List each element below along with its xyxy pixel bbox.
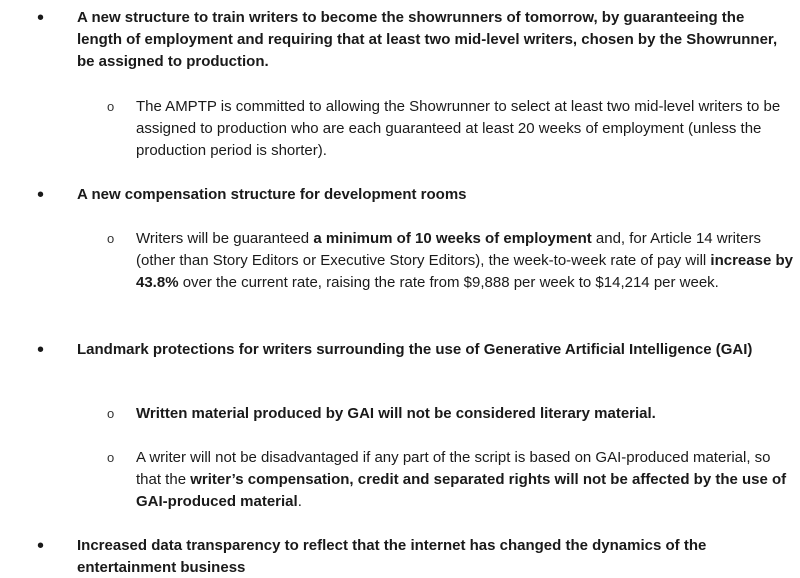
- sub-bullet-2-1: o: [107, 231, 115, 246]
- sub-bullet-1-1: o: [107, 99, 115, 114]
- sub-bullet-3-1: o: [107, 406, 115, 421]
- sub-item-3-2-text-b: .: [297, 493, 302, 510]
- sub-item-1-1: The AMPTP is committed to allowing the Showrunner to select at least two mid-level writers to be assigned to production who are each guaranteed at least 20 weeks of employment (unless the production period is shorter).: [136, 98, 781, 159]
- sub-item-3-1-bold: Written material produced by GAI will not be considered literary material.: [136, 405, 656, 422]
- sub-item-3-2-bold: writer’s compensation, credit and separated rights will not be affected by the use of GAI-produced material: [136, 471, 787, 510]
- sub-item-3-1: [136, 403, 796, 425]
- sub-item-3-2: [136, 447, 796, 513]
- bullet-4: •: [37, 535, 45, 557]
- main-item-2: A new compensation structure for development rooms: [77, 186, 467, 203]
- main-item-1: A new structure to train writers to become the showrunners of tomorrow, by guaranteeing the length of employment and requiring that at least two mid-level writers, chosen by the Showrunner, be assigned to production.: [77, 9, 778, 70]
- sub-item-2-1-bold-a: a minimum of 10 weeks of employment: [313, 230, 592, 247]
- bullet-1: •: [37, 7, 45, 29]
- sub-bullet-3-2: o: [107, 450, 115, 465]
- main-item-4: Increased data transparency to reflect that the internet has changed the dynamics of the entertainment business: [77, 537, 707, 576]
- sub-item-3-2-text-a: A writer will not be disadvantaged if any part of the script is based on GAI-produced material, so that the: [136, 449, 771, 488]
- sub-item-2-1-bold-b: increase by 43.8%: [136, 252, 793, 291]
- sub-item-2-1-text-b: and, for Article 14 writers (other than Story Editors or Executive Story Editors), the week-to-week rate of pay will: [136, 230, 761, 269]
- sub-item-2-1-text-a: Writers will be guaranteed: [136, 230, 314, 247]
- sub-item-2-1-text-c: over the current rate, raising the rate from $9,888 per week to $14,214 per week.: [178, 274, 719, 291]
- bullet-2: •: [37, 184, 45, 206]
- sub-item-2-1: [136, 228, 796, 294]
- bullet-3: •: [37, 339, 45, 361]
- main-item-3: Landmark protections for writers surrounding the use of Generative Artificial Intelligence (GAI): [77, 341, 753, 358]
